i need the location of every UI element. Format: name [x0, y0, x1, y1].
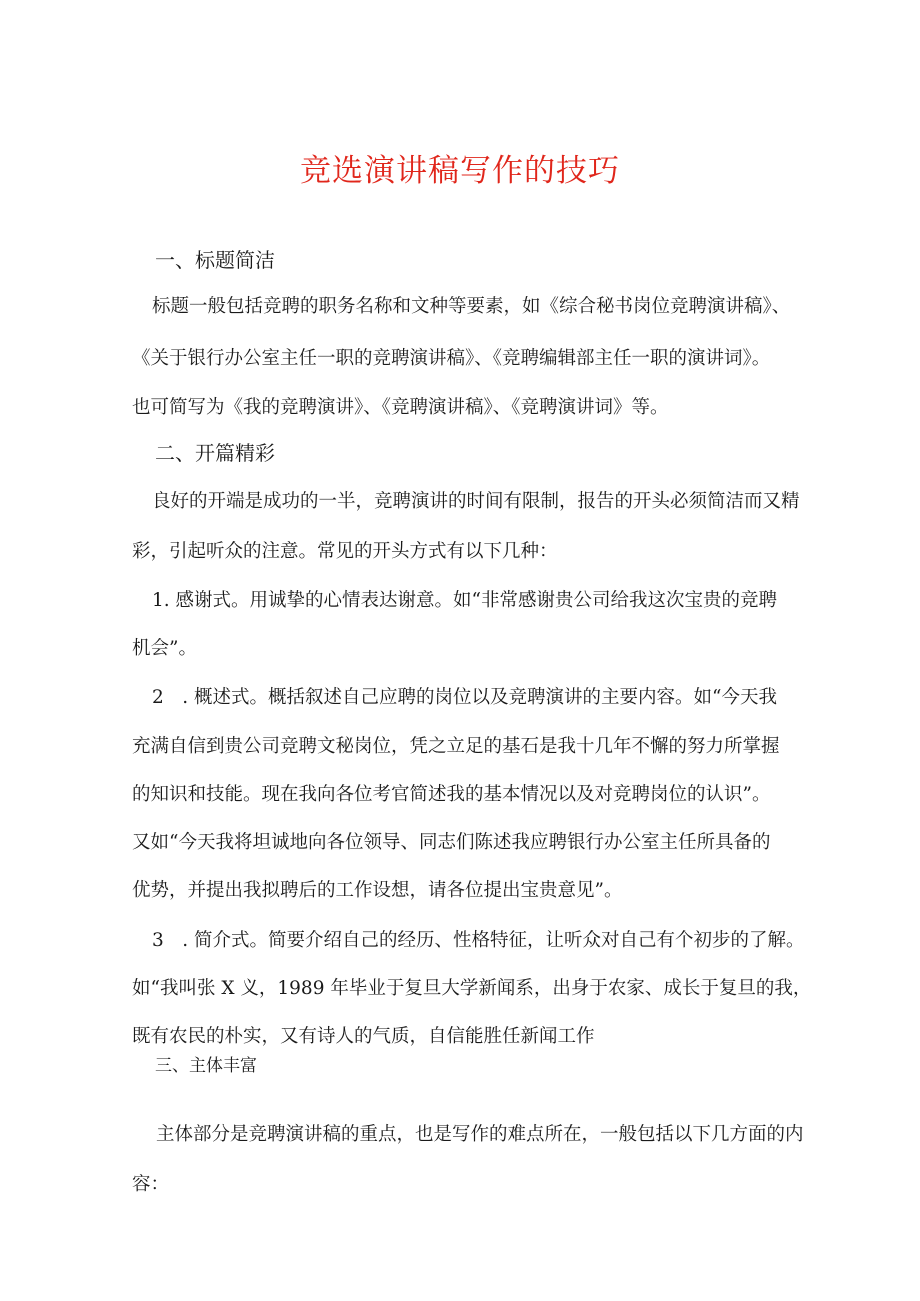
paragraph-line: 标题一般包括竞聘的职务名称和文种等要素，如《综合秘书岗位竞聘演讲稿》、 [152, 296, 791, 317]
section-heading-2: 二、开篇精彩 [155, 441, 275, 465]
paragraph-line: 容： [132, 1174, 170, 1195]
paragraph-line: 既有农民的朴实，又有诗人的气质，自信能胜任新闻工作 [132, 1026, 595, 1047]
paragraph-line: 机会”。 [132, 638, 197, 659]
paragraph-line: 良好的开端是成功的一半，竞聘演讲的时间有限制，报告的开头必须简洁而又精 [152, 491, 800, 512]
paragraph-line: 《关于银行办公室主任一职的竞聘演讲稿》、《竞聘编辑部主任一职的演讲词》。 [132, 348, 771, 369]
section-heading-3: 三、主体丰富 [155, 1056, 257, 1076]
paragraph-line: 又如“今天我将坦诚地向各位领导、同志们陈述我应聘银行办公室主任所具备的 [132, 832, 771, 853]
paragraph-line: 3 . 简介式。简要介绍自己的经历、性格特征，让听众对自己有个初步的了解。 [152, 930, 805, 951]
paragraph-line: 彩，引起听众的注意。常见的开头方式有以下几种： [132, 541, 558, 562]
paragraph-line: 充满自信到贵公司竞聘文秘岗位，凭之立足的基石是我十几年不懈的努力所掌握 [132, 736, 780, 757]
section-heading-1: 一、标题简洁 [155, 248, 275, 272]
page-title: 竞选演讲稿写作的技巧 [300, 153, 620, 189]
paragraph-line: 如“我叫张 X 义，1989 年毕业于复旦大学新闻系，出身于农家、成长于复旦的我， [132, 978, 812, 999]
paragraph-line: 优势，并提出我拟聘后的工作设想，请各位提出宝贵意见”。 [132, 880, 623, 901]
paragraph-line: 的知识和技能。现在我向各位考官简述我的基本情况以及对竞聘岗位的认识”。 [132, 784, 771, 805]
paragraph-line: 主体部分是竞聘演讲稿的重点，也是写作的难点所在，一般包括以下几方面的内 [156, 1124, 804, 1145]
paragraph-line: 1. 感谢式。用诚挚的心情表达谢意。如“非常感谢贵公司给我这次宝贵的竞聘 [152, 590, 777, 611]
paragraph-line: 也可简写为《我的竞聘演讲》、《竞聘演讲稿》、《竞聘演讲词》等。 [132, 397, 669, 418]
paragraph-line: 2 . 概述式。概括叙述自己应聘的岗位以及竞聘演讲的主要内容。如“今天我 [152, 687, 777, 708]
